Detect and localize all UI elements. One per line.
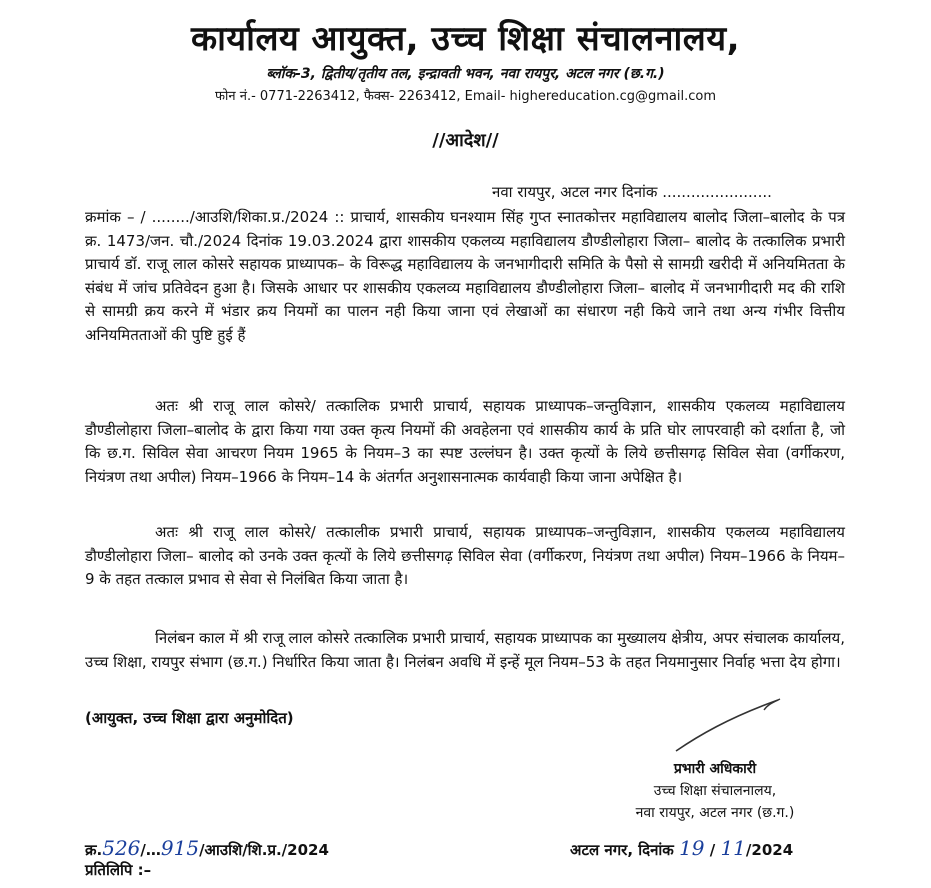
- office-title: कार्यालय आयुक्त, उच्च शिक्षा संचालनालय,: [191, 19, 740, 59]
- office-contact: फोन नं.- 0771-2263412, फैक्स- 2263412, Email- highereducation.cg@gmail.com: [215, 89, 716, 104]
- dateline: नवा रायपुर, अटल नगर दिनांक .......................: [492, 183, 772, 201]
- reference-suffix: /आउशि/शि.प्र./2024: [199, 841, 329, 859]
- handwritten-number-2: 915: [160, 836, 200, 860]
- paragraph-1-text: क्रमांक – / ......../आउशि/शिका.प्र./2024 :: प्राचार्य, शासकीय घनश्याम सिंह गुप्त स्नातकोत्तर महाविद्यालय बालोद जिला–बालोद के पत्र क्र. 1473/जन. चौ./2024 दिनांक 19.03.2024 द्वारा शासकीय एकलव्य महाविद्यालय डौण्डीलोहारा जिला– बालोद के तत्कालिक प्रभारी प्राचार्य डॉ. राजू लाल कोसरे सहायक प्राध्यापक– के विरूद्ध महाविद्यालय के जनभागीदारी समिति के पैसो से सामग्री खरीदी में अनियमितता के संबंध में जांच प्रतिवेदन हुआ है। जिसके आधार पर शासकीय एकलव्य महाविद्यालय डौण्डीलोहारा जिला– बालोद में जनभागीदारी मद की राशि से सामग्री क्रय करने में भंडार क्रय नियमों का पालन नही किया जाना एवं लेखाओं का संधारण नही किये जाने तथा अन्य गंभीर वित्तीय अनियमितताओं की पुष्टि हुई हैं: [85, 208, 845, 344]
- date-year: /2024: [745, 841, 794, 859]
- date-label: अटल नगर, दिनांक: [570, 841, 674, 859]
- paragraph-1: [85, 206, 845, 347]
- signatory-place: नवा रायपुर, अटल नगर (छ.ग.): [635, 805, 795, 821]
- approval-note: (आयुक्त, उच्च शिक्षा द्वारा अनुमोदित): [85, 709, 294, 727]
- handwritten-day: 19: [679, 836, 705, 860]
- paragraph-2: [85, 395, 845, 489]
- paragraph-2-text: अतः श्री राजू लाल कोसरे/ तत्कालिक प्रभारी प्राचार्य, सहायक प्राध्यापक–जन्तुविज्ञान, शासकीय एकलव्य महाविद्यालय डौण्डीलोहारा जिला–बालोद के द्वारा किया गया उक्त कृत्य नियमों की अवहेलना एवं शासकीय कार्य के प्रति घोर लापरवाही को दर्शाता है, जो कि छ.ग. सिविल सेवा आचरण नियम 1965 के नियम–3 का स्पष्ट उल्लंघन है। उक्त कृत्यों के लिये छत्तीसगढ़ सिविल सेवा (वर्गीकरण, नियंत्रण तथा अपील) नियम–1966 के नियम–14 के अंतर्गत अनुशासनात्मक कार्यवाही किया जाना अपेक्षित है।: [85, 397, 845, 486]
- paragraph-4: [85, 627, 845, 674]
- order-heading: //आदेश//: [432, 130, 499, 151]
- reference-prefix: क्र.: [85, 841, 103, 859]
- paragraph-3: [85, 521, 845, 592]
- reference-number: क्र.526/…915/आउशि/शि.प्र./2024: [85, 836, 329, 860]
- handwritten-month: 11: [720, 836, 746, 860]
- paragraph-4-text: निलंबन काल में श्री राजू लाल कोसरे तत्कालिक प्रभारी प्राचार्य, सहायक प्राध्यापक का मुख्यालय क्षेत्रीय, अपर संचालक कार्यालय, उच्च शिक्षा, रायपुर संभाग (छ.ग.) निर्धारित किया जाता है। निलंबन अवधि में इन्हें मूल नियम–53 के तहत नियमानुसार निर्वाह भत्ता देय होगा।: [85, 629, 845, 671]
- signatory-office: उच्च शिक्षा संचालनालय,: [653, 783, 777, 799]
- copy-to-label: प्रतिलिपि :–: [85, 861, 152, 879]
- paragraph-3-text: अतः श्री राजू लाल कोसरे/ तत्कालीक प्रभारी प्राचार्य, सहायक प्राध्यापक–जन्तुविज्ञान, शासकीय एकलव्य महाविद्यालय डौण्डीलोहारा जिला– बालोद को उनके उक्त कृत्यों के लिये छत्तीसगढ़ सिविल सेवा (वर्गीकरण, नियंत्रण तथा अपील) नियम–1966 के नियम–9 के तहत तत्काल प्रभाव से सेवा से निलंबित किया जाता है।: [85, 523, 845, 588]
- office-address: ब्लॉक-3, द्वितीय/तृतीय तल, इन्द्रावती भवन, नवा रायपुर, अटल नगर (छ.ग.): [266, 66, 665, 82]
- reference-date: अटल नगर, दिनांक 19 / 11/2024: [570, 836, 794, 860]
- signatory-title: प्रभारी अधिकारी: [673, 761, 757, 777]
- handwritten-number: 526: [102, 836, 141, 860]
- signatory-block: [600, 758, 830, 824]
- signature-mark: [668, 696, 788, 756]
